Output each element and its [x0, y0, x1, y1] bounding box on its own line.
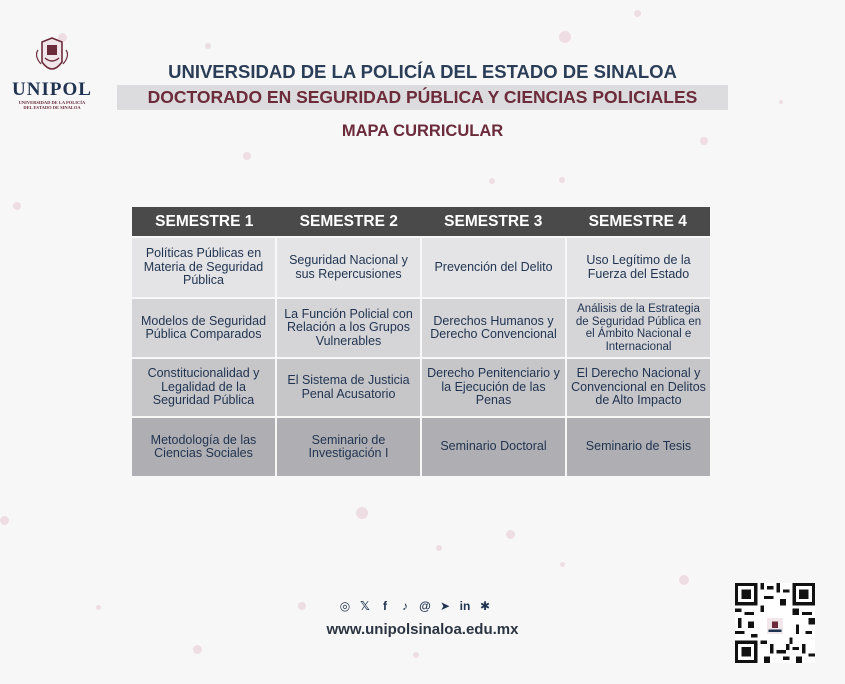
course-cell: El Sistema de Justicia Penal Acusatorio — [277, 359, 420, 416]
course-cell: Derecho Penitenciario y la Ejecución de las Penas — [422, 359, 565, 416]
course-cell: Uso Legítimo de la Fuerza del Estado — [567, 238, 710, 297]
course-cell: Seminario de Tesis — [567, 418, 710, 476]
semester-header: SEMESTRE 4 — [588, 212, 687, 230]
bluesky-icon[interactable]: ✱ — [479, 599, 491, 613]
decorative-dot — [356, 507, 368, 519]
semester-header-row — [132, 207, 710, 236]
qr-code-icon[interactable] — [735, 583, 815, 663]
decorative-dot — [193, 645, 202, 654]
curriculum-table — [132, 207, 710, 476]
website-link[interactable]: www.unipolsinaloa.edu.mx — [326, 621, 519, 638]
unipol-logo — [8, 36, 96, 110]
logo-wordmark: UNIPOL — [12, 79, 92, 100]
course-cell: Prevención del Delito — [422, 238, 565, 297]
decorative-dot — [506, 530, 515, 539]
decorative-dot — [779, 100, 783, 104]
decorative-dot — [436, 545, 442, 551]
course-cell: Análisis de la Estrategia de Seguridad Pública en el Ámbito Nacional e Internacional — [567, 299, 710, 357]
semester-header: SEMESTRE 1 — [155, 212, 254, 230]
decorative-dot — [489, 178, 495, 184]
decorative-dot — [679, 575, 689, 585]
university-title: UNIVERSIDAD DE LA POLICÍA DEL ESTADO DE SINALOA — [168, 61, 677, 82]
document-title: MAPA CURRICULAR — [341, 122, 504, 140]
program-title: DOCTORADO EN SEGURIDAD PÚBLICA Y CIENCIAS POLICIALES — [117, 85, 728, 110]
crest-icon — [8, 36, 96, 80]
x-icon[interactable]: 𝕏 — [360, 599, 370, 613]
logo-subtitle-line1: UNIVERSIDAD DE LA POLICÍA — [18, 100, 86, 105]
semester-header: SEMESTRE 2 — [299, 212, 398, 230]
tiktok-icon[interactable]: ♪ — [402, 599, 408, 613]
course-cell: Políticas Públicas en Materia de Seguridad Pública — [132, 238, 275, 297]
course-cell: Metodología de las Ciencias Sociales — [132, 418, 275, 476]
decorative-dot — [559, 177, 565, 183]
decorative-dot — [96, 605, 101, 610]
decorative-dot — [13, 202, 21, 210]
decorative-dot — [413, 652, 419, 658]
course-cell: Modelos de Seguridad Pública Comparados — [132, 299, 275, 357]
table-row — [132, 359, 710, 416]
decorative-dot — [700, 137, 708, 145]
course-cell: Constitucionalidad y Legalidad de la Seguridad Pública — [132, 359, 275, 416]
course-cell: Seminario Doctoral — [422, 418, 565, 476]
social-links — [338, 598, 492, 614]
decorative-dot — [559, 31, 571, 43]
decorative-dot — [298, 602, 306, 610]
course-cell: El Derecho Nacional y Convencional en Delitos de Alto Impacto — [567, 359, 710, 416]
course-cell: Derechos Humanos y Derecho Convencional — [422, 299, 565, 357]
linkedin-icon[interactable]: in — [459, 599, 471, 613]
decorative-dot — [205, 43, 211, 49]
decorative-dot — [0, 516, 9, 525]
decorative-dot — [634, 10, 641, 17]
decorative-dot — [560, 562, 565, 567]
decorative-dot — [243, 152, 251, 160]
course-cell: Seguridad Nacional y sus Repercusiones — [277, 238, 420, 297]
facebook-icon[interactable]: f — [383, 599, 387, 613]
logo-subtitle-line2: DEL ESTADO DE SINALOA — [23, 105, 81, 110]
table-row — [132, 299, 710, 357]
threads-icon[interactable]: @ — [419, 599, 431, 613]
table-row — [132, 238, 710, 297]
table-row — [132, 418, 710, 476]
telegram-icon[interactable]: ➤ — [439, 599, 451, 613]
instagram-icon[interactable]: ◎ — [339, 599, 351, 613]
course-cell: La Función Policial con Relación a los Grupos Vulnerables — [277, 299, 420, 357]
semester-header: SEMESTRE 3 — [444, 212, 543, 230]
course-cell: Seminario de Investigación I — [277, 418, 420, 476]
